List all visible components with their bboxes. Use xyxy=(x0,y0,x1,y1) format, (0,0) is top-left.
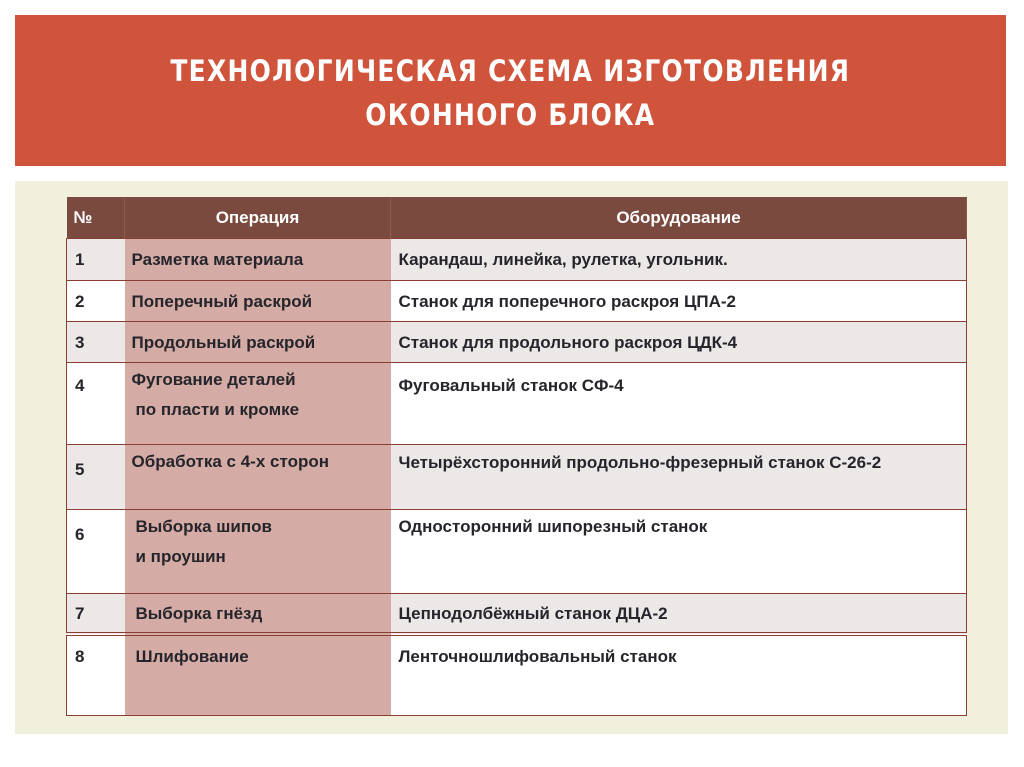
row-equipment: Станок для продольного раскроя ЦДК-4 xyxy=(398,333,738,352)
slide-title xyxy=(171,49,851,137)
header-operation: Операция xyxy=(125,197,391,239)
row-num: 7 xyxy=(75,604,85,623)
row-num: 3 xyxy=(75,333,85,352)
table-header-row xyxy=(67,197,967,239)
row-num: 5 xyxy=(75,460,85,479)
slide-title-line2: ОКОННОГО БЛОКА xyxy=(365,97,656,132)
row-equipment: Четырёхсторонний продольно-фрезерный станок С-26-2 xyxy=(398,453,882,472)
table-row xyxy=(67,363,967,445)
row-operation: Обработка с 4-х сторон xyxy=(131,452,329,471)
table-row xyxy=(67,510,967,594)
table-row xyxy=(67,634,967,716)
row-operation xyxy=(132,363,391,425)
row-operation-line1: Выборка шипов xyxy=(135,517,272,536)
header-num: № xyxy=(67,197,125,239)
row-operation: Поперечный раскрой xyxy=(131,292,313,311)
row-num: 2 xyxy=(75,292,85,311)
table-row xyxy=(67,594,967,634)
row-num: 4 xyxy=(75,376,85,395)
slide-title-line1: ТЕХНОЛОГИЧЕСКАЯ СХЕМА ИЗГОТОВЛЕНИЯ xyxy=(170,53,851,88)
title-band xyxy=(15,15,1006,166)
row-operation-line2: по пласти и кромке xyxy=(135,400,300,419)
row-num: 6 xyxy=(75,525,85,544)
header-equipment: Оборудование xyxy=(391,197,967,239)
table-row xyxy=(67,322,967,363)
operations-table xyxy=(66,197,967,716)
row-equipment: Карандаш, линейка, рулетка, угольник. xyxy=(398,250,728,269)
row-operation: Шлифование xyxy=(135,646,249,666)
row-num: 8 xyxy=(75,646,85,666)
table-row xyxy=(67,239,967,281)
table-row xyxy=(67,281,967,322)
row-operation: Продольный раскрой xyxy=(131,333,316,352)
row-operation-line1: Фугование деталей xyxy=(131,370,296,389)
row-num: 1 xyxy=(75,250,85,269)
row-equipment: Станок для поперечного раскроя ЦПА-2 xyxy=(398,292,736,311)
row-operation: Выборка гнёзд xyxy=(135,604,263,623)
row-equipment: Ленточношлифовальный станок xyxy=(398,646,677,666)
row-equipment: Фуговальный станок СФ-4 xyxy=(398,376,624,395)
table-row xyxy=(67,445,967,510)
row-equipment: Односторонний шипорезный станок xyxy=(398,517,708,536)
row-operation xyxy=(132,510,391,572)
row-operation-line2: и проушин xyxy=(135,547,226,566)
row-operation: Разметка материала xyxy=(131,250,304,269)
row-equipment: Цепнодолбёжный станок ДЦА-2 xyxy=(398,604,668,623)
